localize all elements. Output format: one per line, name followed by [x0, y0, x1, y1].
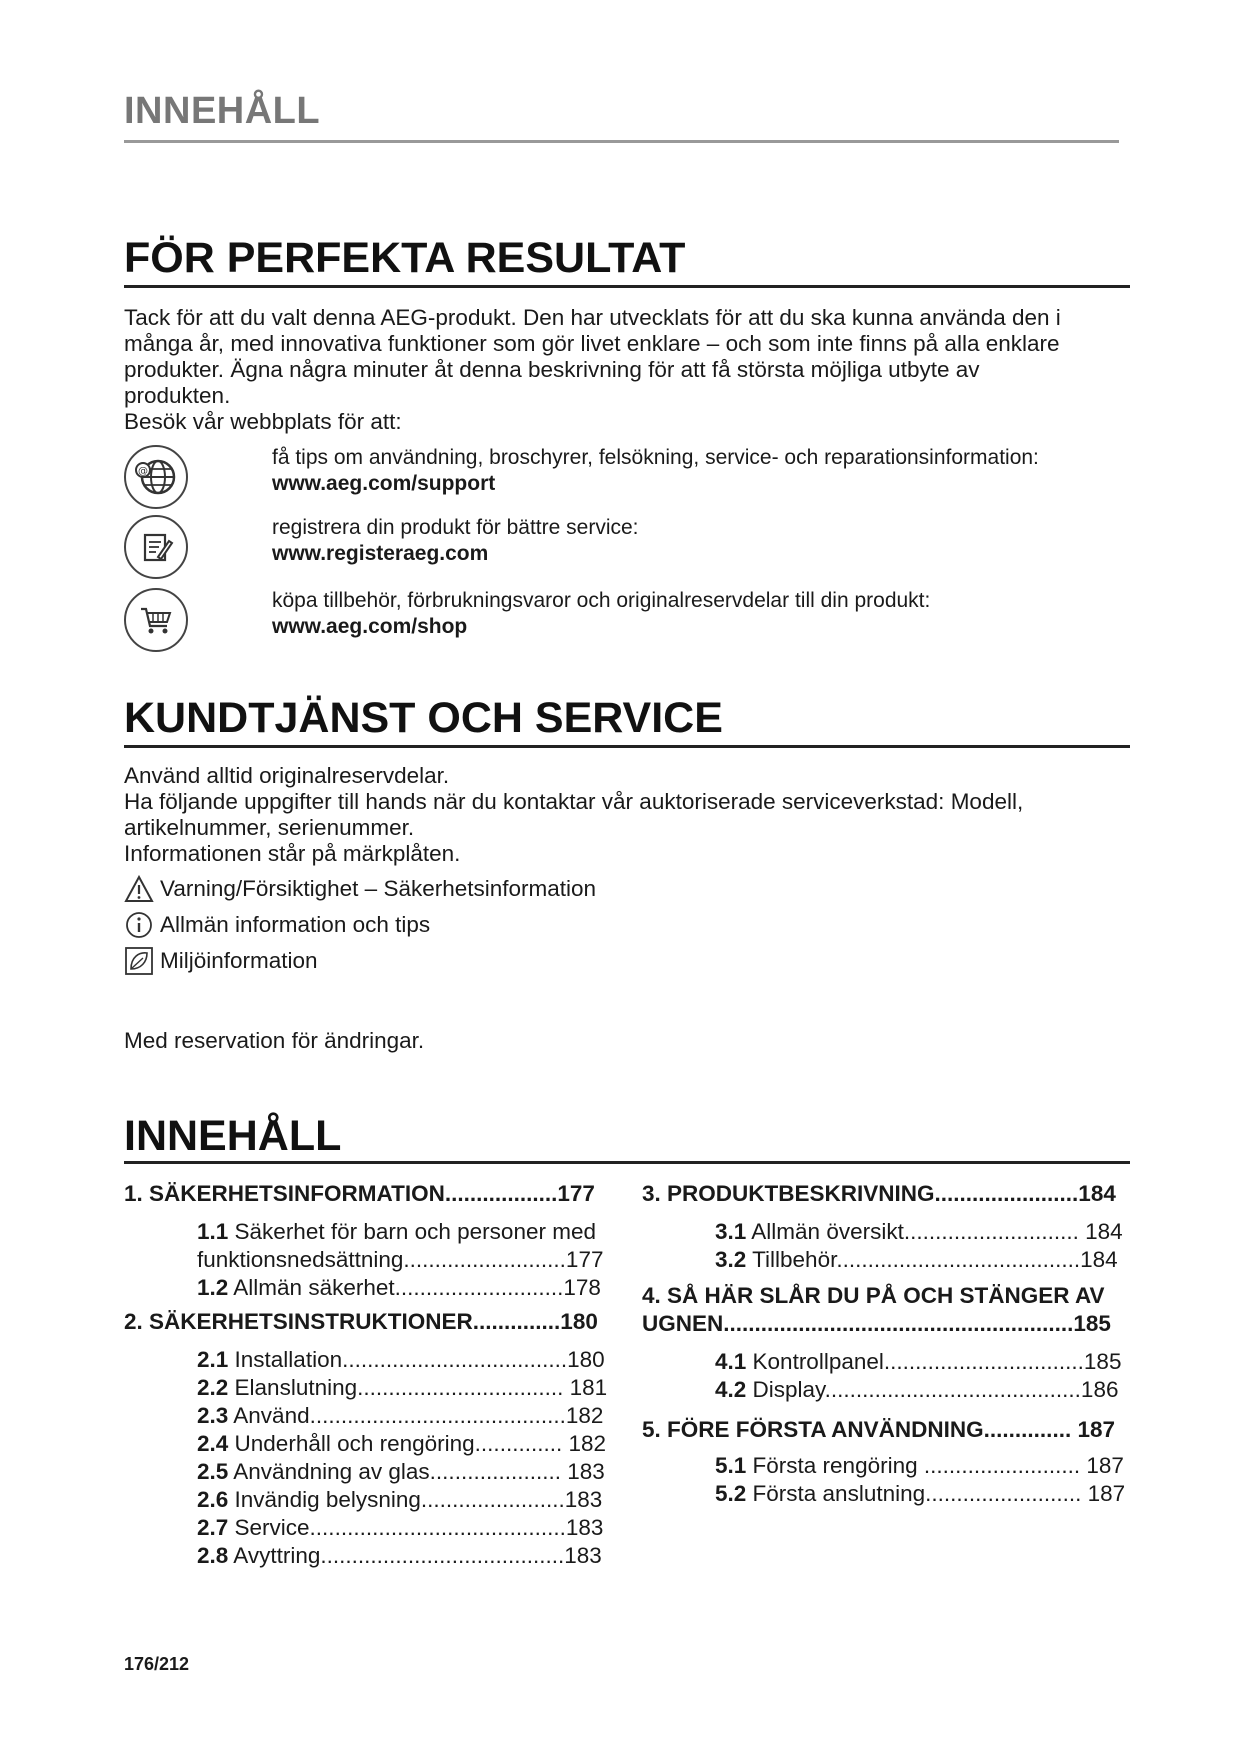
section-title-results: FÖR PERFEKTA RESULTAT: [124, 234, 686, 282]
page-number: 176/212: [124, 1654, 190, 1674]
service-paragraph: [124, 763, 1124, 867]
intro-line: många år, med innovativa funktioner som gör livet enklare – och som inte finns på alla enklare: [124, 331, 1060, 356]
section-title-service: KUNDTJÄNST OCH SERVICE: [124, 694, 723, 742]
register-icon: [124, 515, 188, 579]
toc-entry[interactable]: 2.7 Service.........................................183: [197, 1515, 604, 1540]
toc-entry[interactable]: 2. SÄKERHETSINSTRUKTIONER..............180: [124, 1309, 598, 1334]
toc-entry[interactable]: 1.1 Säkerhet för barn och personer med: [197, 1219, 596, 1244]
toc-entry[interactable]: 5. FÖRE FÖRSTA ANVÄNDNING.............. 187: [642, 1417, 1115, 1442]
leaf-icon: [124, 946, 154, 976]
toc-entry[interactable]: 1.2 Allmän säkerhet...........................178: [197, 1275, 601, 1300]
service-line: Informationen står på märkplåten.: [124, 841, 461, 866]
toc-entry[interactable]: 3.1 Allmän översikt............................ 184: [715, 1219, 1123, 1244]
section-rule: [124, 1161, 1130, 1164]
intro-line: produkten.: [124, 383, 231, 408]
warning-icon: [124, 874, 154, 904]
support-link[interactable]: www.aeg.com/support: [272, 472, 496, 495]
toc-entry[interactable]: 2.8 Avyttring.......................................183: [197, 1543, 602, 1568]
service-line: Ha följande uppgifter till hands när du kontaktar vår auktoriserade serviceverkstad: Modell,: [124, 789, 1024, 814]
toc-title: INNEHÅLL: [124, 1112, 342, 1160]
svg-text:@: @: [138, 466, 148, 477]
link-description: få tips om användning, broschyrer, felsökning, service- och reparationsinformation:: [272, 446, 1039, 469]
toc-left-column: [124, 1180, 624, 1570]
intro-line: Tack för att du valt denna AEG-produkt. Den har utvecklats för att du ska kunna använda den i: [124, 305, 1061, 330]
intro-line: produkter. Ägna några minuter åt denna beskrivning för att få största möjliga utbyte av: [124, 357, 980, 382]
legend-environment: [124, 946, 318, 976]
visit-text: Besök vår webbplats för att:: [124, 409, 402, 434]
toc-entry[interactable]: 4.1 Kontrollpanel................................185: [715, 1349, 1122, 1374]
legend-info: [124, 910, 430, 940]
header-rule: [124, 140, 1119, 143]
toc-entry[interactable]: UGNEN........................................................185: [642, 1311, 1111, 1336]
toc-right-column: [642, 1180, 1142, 1508]
toc-entry[interactable]: 2.4 Underhåll och rengöring.............. 182: [197, 1431, 606, 1456]
service-line: Använd alltid originalreservdelar.: [124, 763, 450, 788]
toc-entry[interactable]: 2.2 Elanslutning................................. 181: [197, 1375, 608, 1400]
toc-entry[interactable]: 4.2 Display.........................................186: [715, 1377, 1119, 1402]
info-icon: [124, 910, 154, 940]
globe-icon: [124, 445, 188, 509]
link-description: köpa tillbehör, förbrukningsvaror och originalreservdelar till din produkt:: [272, 589, 931, 612]
toc-entry[interactable]: 1. SÄKERHETSINFORMATION..................177: [124, 1181, 595, 1206]
legend-warning: [124, 874, 596, 904]
toc-entry[interactable]: 4. SÅ HÄR SLÅR DU PÅ OCH STÄNGER AV: [642, 1283, 1105, 1308]
toc-entry[interactable]: 2.5 Användning av glas..................... 183: [197, 1459, 605, 1484]
legend-label: Varning/Försiktighet – Säkerhetsinformation: [160, 876, 597, 901]
toc-entry[interactable]: 2.6 Invändig belysning.......................183: [197, 1487, 603, 1512]
register-link[interactable]: www.registeraeg.com: [272, 542, 489, 565]
toc-entry[interactable]: 3. PRODUKTBESKRIVNING.......................184: [642, 1181, 1116, 1206]
intro-paragraph: [124, 305, 1124, 435]
toc-entry[interactable]: 2.1 Installation....................................180: [197, 1347, 605, 1372]
cart-icon: [124, 588, 188, 652]
service-line: artikelnummer, serienummer.: [124, 815, 415, 840]
disclaimer: Med reservation för ändringar.: [124, 1028, 425, 1053]
page-header: INNEHÅLL: [124, 90, 321, 132]
section-rule: [124, 745, 1130, 748]
legend-label: Allmän information och tips: [160, 912, 431, 937]
shop-link[interactable]: www.aeg.com/shop: [272, 615, 468, 638]
legend-label: Miljöinformation: [160, 948, 318, 973]
link-description: registrera din produkt för bättre service:: [272, 516, 639, 539]
toc-entry[interactable]: 5.2 Första anslutning......................... 187: [715, 1481, 1126, 1506]
toc-entry[interactable]: funktionsnedsättning..........................177: [197, 1247, 604, 1272]
section-rule: [124, 285, 1130, 288]
toc-entry[interactable]: 2.3 Använd.........................................182: [197, 1403, 604, 1428]
toc-entry[interactable]: 5.1 Första rengöring ......................... 187: [715, 1453, 1124, 1478]
toc-entry[interactable]: 3.2 Tillbehör.......................................184: [715, 1247, 1118, 1272]
